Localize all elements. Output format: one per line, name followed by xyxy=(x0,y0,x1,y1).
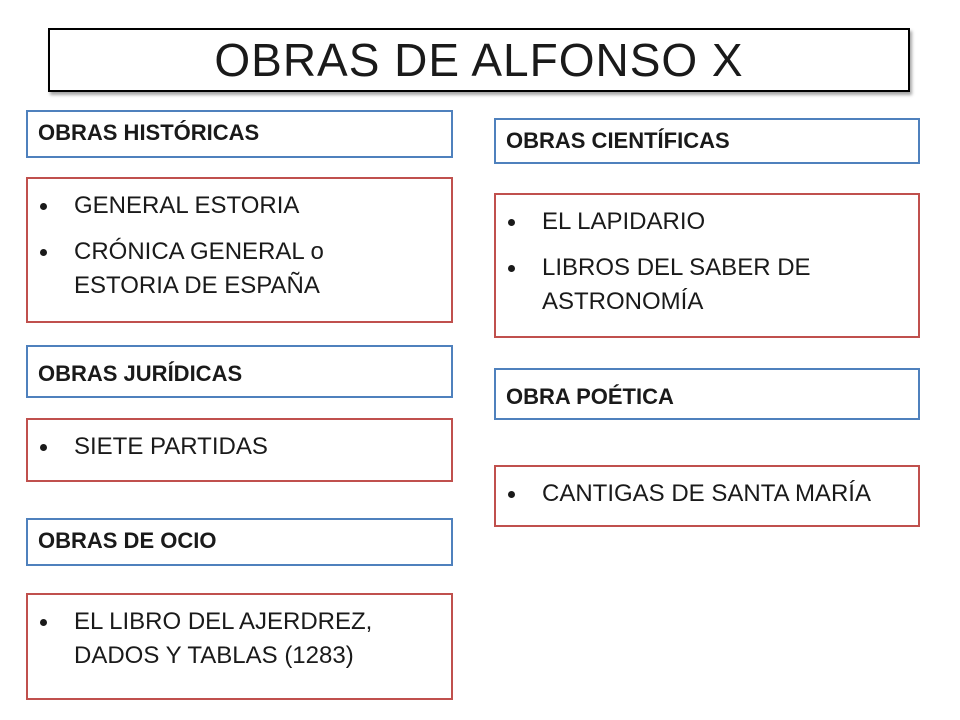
bullet-icon xyxy=(40,444,47,451)
list-item: EL LIBRO DEL AJERDREZ, DADOS Y TABLAS (1283) xyxy=(38,605,414,673)
list-item: CRÓNICA GENERAL o ESTORIA DE ESPAÑA xyxy=(38,235,374,303)
bullet-icon xyxy=(40,619,47,626)
header-obra-poetica xyxy=(494,368,920,420)
header-label: OBRAS HISTÓRICAS xyxy=(38,120,260,145)
header-label: OBRAS CIENTÍFICAS xyxy=(506,128,730,153)
header-label: OBRA POÉTICA xyxy=(506,384,674,409)
list-obras-juridicas xyxy=(26,418,453,482)
header-obras-historicas xyxy=(26,110,453,158)
header-obras-juridicas xyxy=(26,345,453,398)
list-item: GENERAL ESTORIA xyxy=(38,189,441,223)
bullet-icon xyxy=(508,491,515,498)
bullet-icon xyxy=(40,203,47,210)
header-obras-cientificas xyxy=(494,118,920,164)
list-obras-historicas xyxy=(26,177,453,323)
list-item: LIBROS DEL SABER DE ASTRONOMÍA xyxy=(506,251,862,319)
header-obras-de-ocio xyxy=(26,518,453,566)
title-box xyxy=(48,28,910,92)
list-item: CANTIGAS DE SANTA MARÍA xyxy=(506,477,908,511)
list-obras-de-ocio xyxy=(26,593,453,700)
list-obra-poetica xyxy=(494,465,920,527)
header-label: OBRAS DE OCIO xyxy=(38,528,217,553)
list-item: SIETE PARTIDAS xyxy=(38,430,441,464)
list-item: EL LAPIDARIO xyxy=(506,205,908,239)
header-label: OBRAS JURÍDICAS xyxy=(38,361,243,386)
bullet-icon xyxy=(508,219,515,226)
bullet-icon xyxy=(508,265,515,272)
list-obras-cientificas xyxy=(494,193,920,338)
bullet-icon xyxy=(40,249,47,256)
page-title: OBRAS DE ALFONSO X xyxy=(214,34,744,86)
